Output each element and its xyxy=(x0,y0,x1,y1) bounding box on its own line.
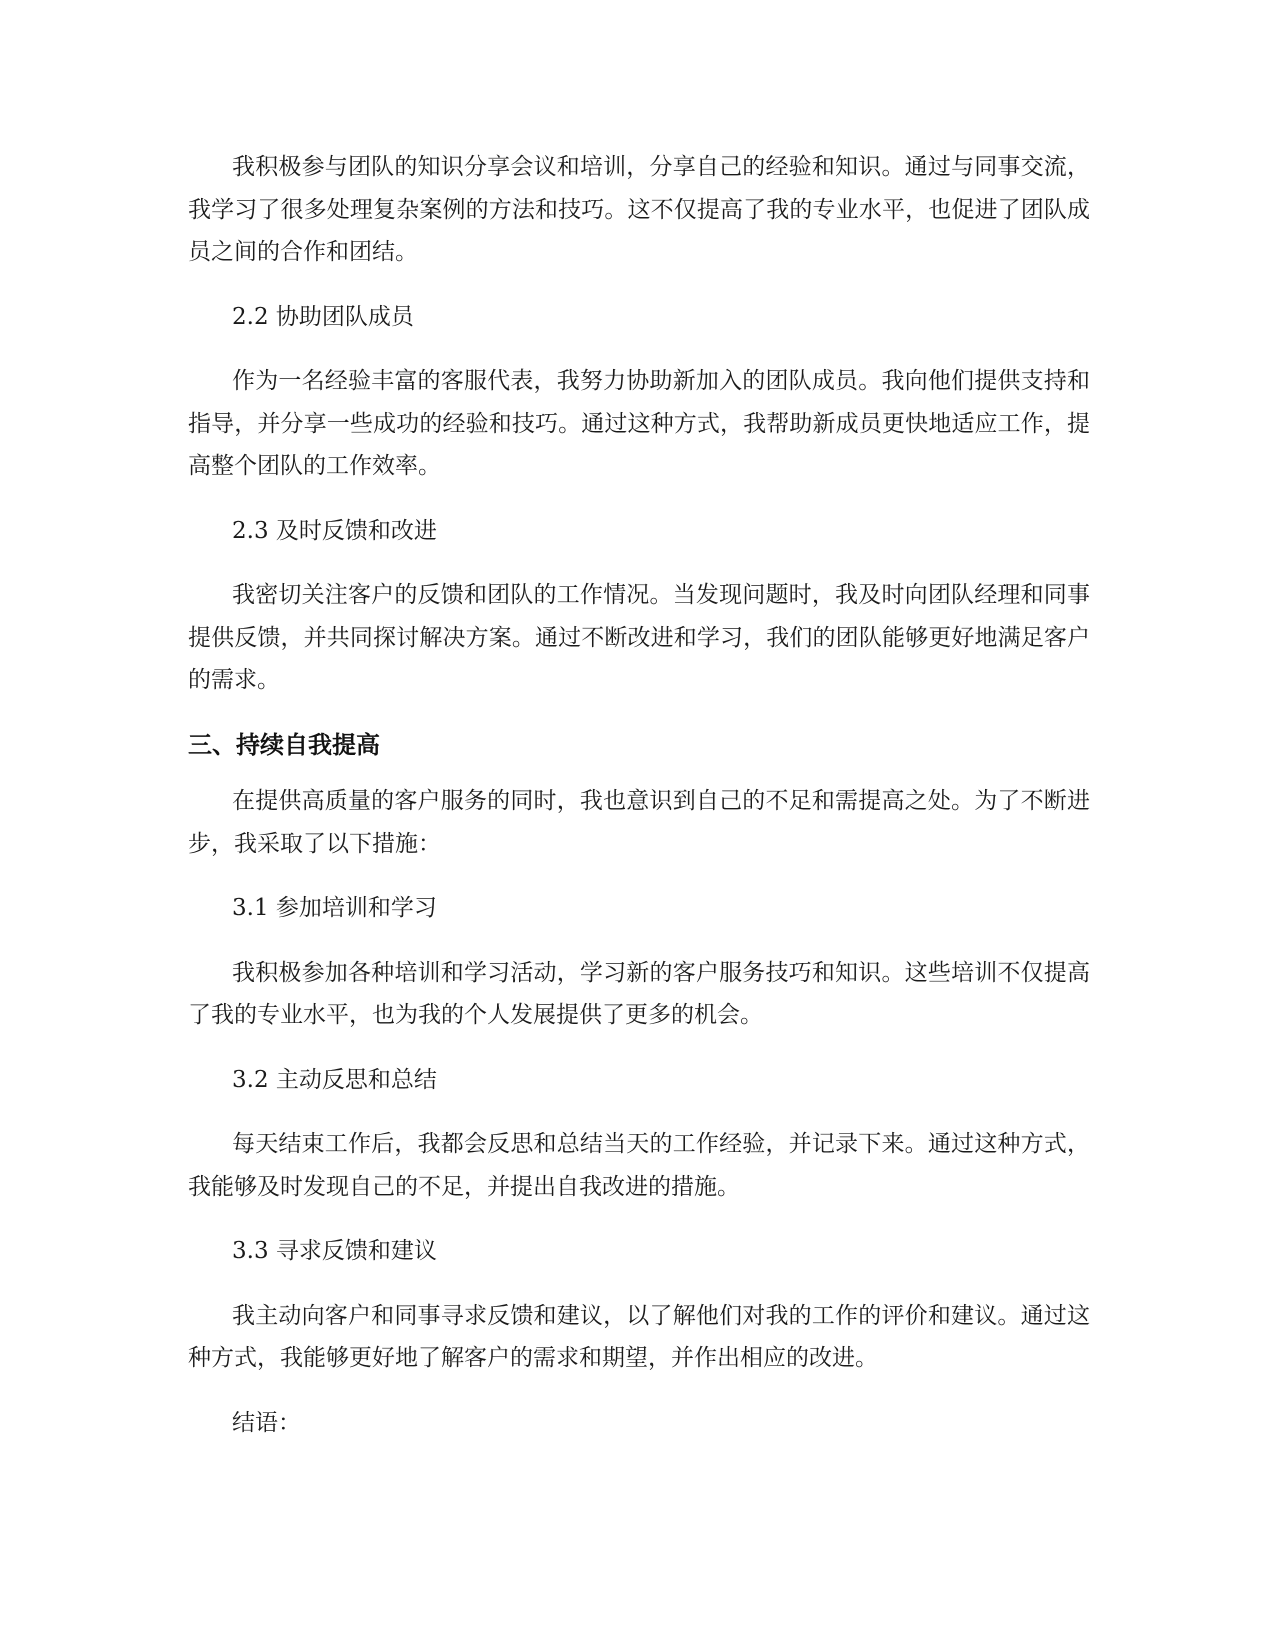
conclusion-label: 结语： xyxy=(232,1409,301,1436)
document-body xyxy=(188,146,1090,1466)
paragraph-feedback-improve: 我密切关注客户的反馈和团队的工作情况。当发现问题时，我及时向团队经理和同事提供反馈，并共同探讨解决方案。通过不断改进和学习，我们的团队能够更好地满足客户的需求。 xyxy=(188,582,1090,693)
paragraph-seek-feedback: 我主动向客户和同事寻求反馈和建议，以了解他们对我的工作的评价和建议。通过这种方式，我能够更好地了解客户的需求和期望，并作出相应的改进。 xyxy=(188,1302,1090,1371)
subheading-2-2: 2.2 协助团队成员 xyxy=(232,303,414,330)
paragraph-training: 我积极参加各种培训和学习活动，学习新的客户服务技巧和知识。这些培训不仅提高了我的专业水平，也为我的个人发展提供了更多的机会。 xyxy=(188,959,1090,1028)
paragraph-knowledge-sharing: 我积极参与团队的知识分享会议和培训，分享自己的经验和知识。通过与同事交流，我学习了很多处理复杂案例的方法和技巧。这不仅提高了我的专业水平，也促进了团队成员之间的合作和团结。 xyxy=(188,154,1090,265)
subheading-3-1: 3.1 参加培训和学习 xyxy=(232,895,437,921)
paragraph-self-improvement-intro: 在提供高质量的客户服务的同时，我也意识到自己的不足和需提高之处。为了不断进步，我采取了以下措施： xyxy=(188,788,1090,857)
paragraph-assist-members: 作为一名经验丰富的客服代表，我努力协助新加入的团队成员。我向他们提供支持和指导，并分享一些成功的经验和技巧。通过这种方式，我帮助新成员更快地适应工作，提高整个团队的工作效率。 xyxy=(188,368,1090,479)
subheading-2-3: 2.3 及时反馈和改进 xyxy=(232,517,437,544)
subheading-3-3: 3.3 寻求反馈和建议 xyxy=(232,1238,437,1264)
paragraph-reflection: 每天结束工作后，我都会反思和总结当天的工作经验，并记录下来。通过这种方式，我能够及时发现自己的不足，并提出自我改进的措施。 xyxy=(188,1131,1090,1200)
section-heading-3: 三、持续自我提高 xyxy=(188,730,380,759)
subheading-3-2: 3.2 主动反思和总结 xyxy=(232,1066,437,1093)
